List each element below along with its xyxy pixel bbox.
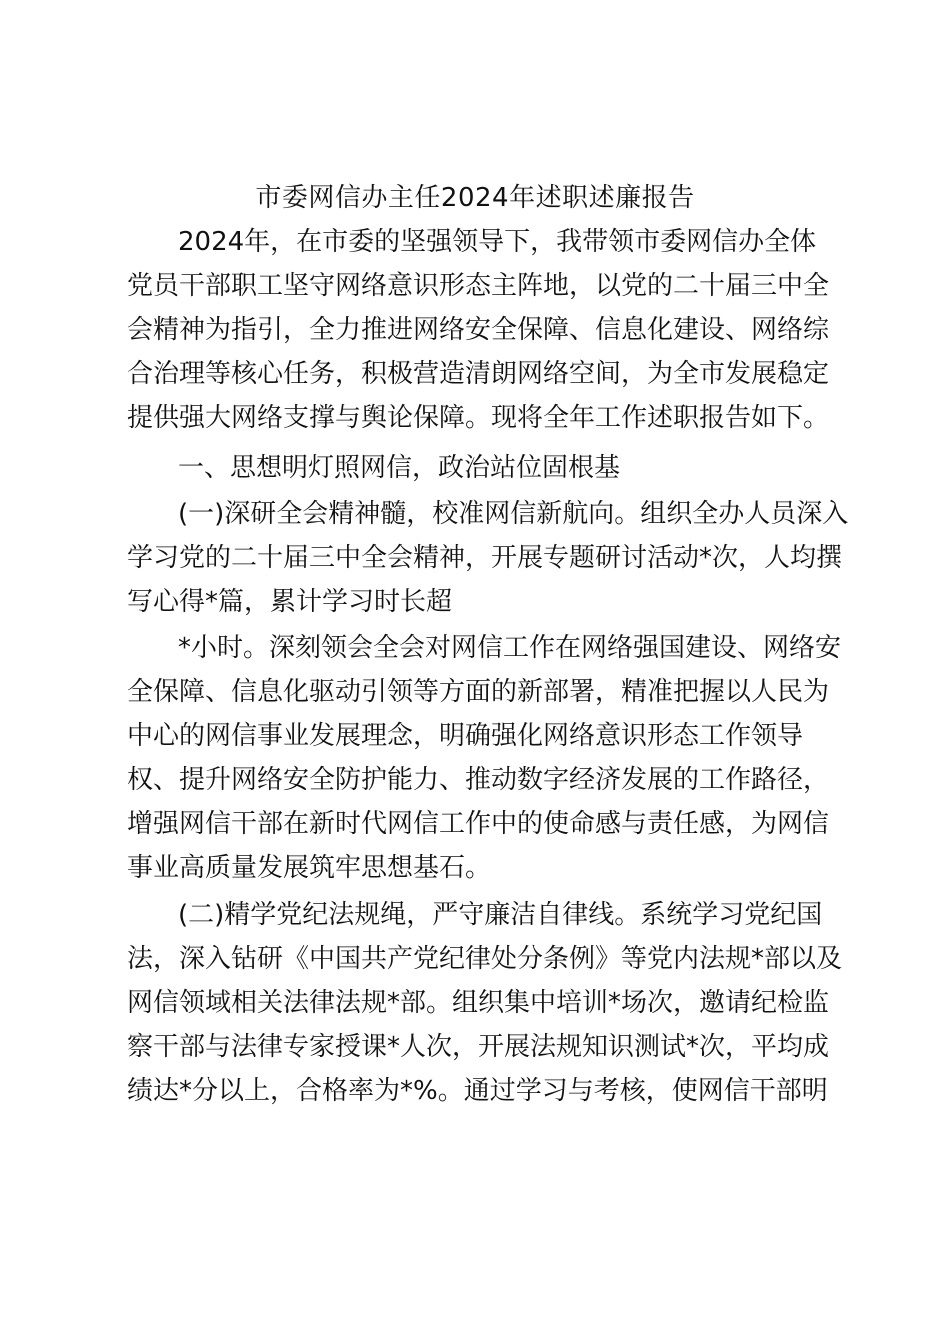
paragraph-3-line-4: 权、提升网络安全防护能力、推动数字经济发展的工作路径， — [127, 765, 830, 795]
paragraph-3-line-2: 全保障、信息化驱动引领等方面的新部署，精准把握以人民为 — [127, 677, 830, 707]
paragraph-1-line-1: 2024年，在市委的坚强领导下，我带领市委网信办全体 — [178, 227, 817, 257]
paragraph-2-line-1: (一)深研全会精神髓，校准网信新航向。组织全办人员深入 — [178, 499, 849, 529]
paragraph-4-line-1: (二)精学党纪法规绳，严守廉洁自律线。系统学习党纪国 — [178, 900, 823, 930]
paragraph-2-line-2: 学习党的二十届三中全会精神，开展专题研讨活动*次，人均撰 — [127, 543, 843, 573]
section-heading-1: 一、思想明灯照网信，政治站位固根基 — [178, 453, 621, 483]
paragraph-2-line-3: 写心得*篇，累计学习时长超 — [127, 587, 453, 617]
paragraph-1-line-4: 合治理等核心任务，积极营造清朗网络空间，为全市发展稳定 — [127, 359, 830, 389]
paragraph-4-line-4: 察干部与法律专家授课*人次，开展法规知识测试*次，平均成 — [127, 1032, 830, 1062]
paragraph-4-line-3: 网信领域相关法律法规*部。组织集中培训*场次，邀请纪检监 — [127, 988, 830, 1018]
paragraph-3-line-3: 中心的网信事业发展理念，明确强化网络意识形态工作领导 — [127, 721, 804, 751]
paragraph-1-line-3: 会精神为指引，全力推进网络安全保障、信息化建设、网络综 — [127, 315, 830, 345]
paragraph-4-line-5: 绩达*分以上，合格率为*%。通过学习与考核，使网信干部明 — [127, 1076, 828, 1106]
paragraph-1-line-5: 提供强大网络支撑与舆论保障。现将全年工作述职报告如下。 — [127, 403, 830, 433]
paragraph-3-line-1: *小时。深刻领会全会对网信工作在网络强国建设、网络安 — [178, 633, 842, 663]
paragraph-3-line-5: 增强网信干部在新时代网信工作中的使命感与责任感，为网信 — [127, 809, 830, 839]
document-title: 市委网信办主任2024年述职述廉报告 — [255, 183, 695, 213]
paragraph-4-line-2: 法，深入钻研《中国共产党纪律处分条例》等党内法规*部以及 — [127, 944, 843, 974]
paragraph-3-line-6: 事业高质量发展筑牢思想基石。 — [127, 853, 492, 883]
paragraph-1-line-2: 党员干部职工坚守网络意识形态主阵地，以党的二十届三中全 — [127, 271, 830, 301]
